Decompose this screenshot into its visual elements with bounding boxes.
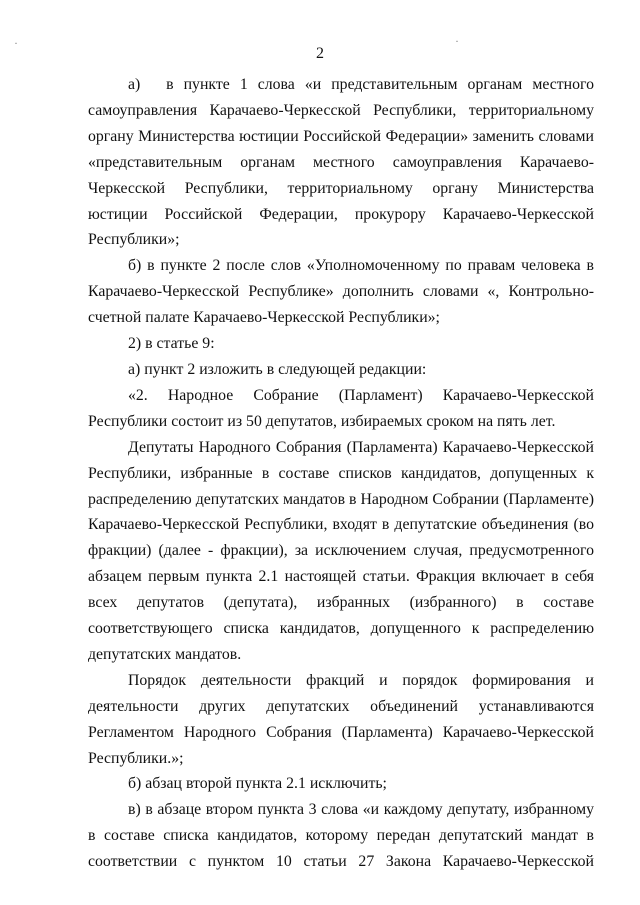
paragraph-2b: б) абзац второй пункта 2.1 исключить; — [128, 775, 387, 793]
paragraph-quote-3: Порядок деятельности фракций и порядок формирования и деятельности других депутатских объединений устанавливаются Регламентом Народного Собрания (Парламента) Карачаево-Черкесской Республики.»; — [88, 671, 594, 767]
paragraph-1a: а) в пункте 1 слова «и представительным органам местного самоуправления Карачаево-Черкесской Республики, территориальному органу Министерства юстиции Российской Федерации» заменить словами «представительным органам местного самоуправления Карачаево-Черкесской Республики, территориальному органу Министерства юстиции Российской Федерации, прокурору Карачаево-Черкесской Республики»; — [88, 76, 594, 249]
scan-speck: · — [455, 34, 459, 48]
scan-speck: · — [14, 36, 18, 50]
paragraph-2a: а) пункт 2 изложить в следующей редакции: — [128, 360, 427, 378]
paragraph-1b: б) в пункте 2 после слов «Уполномоченному по правам человека в Карачаево-Черкесской Республике» дополнить словами «, Контрольно-счетной палате Карачаево-Черкесской Республики»; — [88, 257, 594, 327]
document-body — [88, 72, 594, 875]
paragraph-quote-1: «2. Народное Собрание (Парламент) Карачаево-Черкесской Республики состоит из 50 депутатов, избираемых сроком на пять лет. — [88, 386, 594, 430]
paragraph-2v: в) в абзаце втором пункта 3 слова «и каждому депутату, избранному в составе списка кандидатов, которому передан депутатский мандат в соответствии с пунктом 10 статьи 27 Закона Карачаево-Черкесской — [88, 801, 594, 871]
paragraph-quote-2: Депутаты Народного Собрания (Парламента) Карачаево-Черкесской Республики, избранные в составе списков кандидатов, допущенных к распределению депутатских мандатов в Народном Собрании (Парламенте) Карачаево-Черкесской Республики, входят в депутатские объединения (во фракции) (далее - фракции), за исключением случая, предусмотренного абзацем первым пункта 2.1 настоящей статьи. Фракция включает в себя всех депутатов (депутата), избранных (избранного) в составе соответствующего списка кандидатов, допущенного к распределению депутатских мандатов. — [88, 438, 594, 663]
page-number: 2 — [316, 45, 324, 62]
paragraph-2: 2) в статье 9: — [128, 335, 215, 353]
